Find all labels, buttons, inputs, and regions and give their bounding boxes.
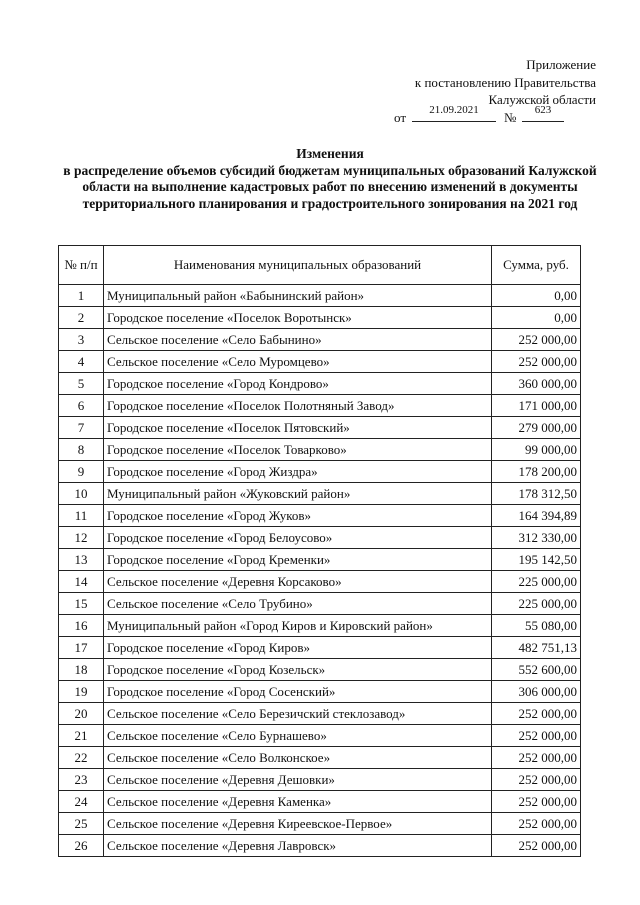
table-row [59,659,581,681]
row-sum: 552 600,00 [492,659,581,681]
row-sum: 252 000,00 [492,813,581,835]
header-no: № п/п [59,246,104,285]
row-name: Городское поселение «Город Кондрово» [104,373,492,395]
table-row [59,593,581,615]
row-sum: 252 000,00 [492,791,581,813]
row-sum: 252 000,00 [492,747,581,769]
table-row [59,571,581,593]
row-name: Сельское поселение «Деревня Корсаково» [104,571,492,593]
row-number: 12 [59,527,104,549]
row-number: 11 [59,505,104,527]
row-name: Сельское поселение «Село Бабынино» [104,329,492,351]
row-name: Городское поселение «Поселок Полотняный Завод» [104,395,492,417]
row-number: 4 [59,351,104,373]
row-number: 7 [59,417,104,439]
row-sum: 178 312,50 [492,483,581,505]
row-name: Городское поселение «Поселок Воротынск» [104,307,492,329]
decree-date-number [394,104,594,126]
table-row [59,527,581,549]
row-name: Сельское поселение «Село Бурнашево» [104,725,492,747]
appendix-decree-ref: к постановлению Правительства [414,74,596,90]
row-sum: 164 394,89 [492,505,581,527]
row-name: Городское поселение «Город Козельск» [104,659,492,681]
document-title: Изменения [296,146,364,161]
row-name: Городское поселение «Город Кременки» [104,549,492,571]
row-sum: 171 000,00 [492,395,581,417]
row-sum: 482 751,13 [492,637,581,659]
row-name: Сельское поселение «Село Трубино» [104,593,492,615]
document-subtitle: в распределение объемов субсидий бюджетам муниципальных образований Калужской области на выполнение кадастровых работ по внесению изменений в документы территориального планирования и градостроительного зонирования на 2021 год [63,162,597,211]
row-number: 16 [59,615,104,637]
row-sum: 312 330,00 [492,527,581,549]
table-row [59,395,581,417]
decree-number: 623 [522,104,564,122]
row-name: Городское поселение «Город Киров» [104,637,492,659]
row-number: 24 [59,791,104,813]
table-row [59,637,581,659]
row-sum: 178 200,00 [492,461,581,483]
table-row [59,681,581,703]
row-name: Городское поселение «Поселок Товарково» [104,439,492,461]
row-sum: 279 000,00 [492,417,581,439]
row-name: Сельское поселение «Село Муромцево» [104,351,492,373]
row-name: Городское поселение «Поселок Пятовский» [104,417,492,439]
table-row [59,461,581,483]
row-sum: 55 080,00 [492,615,581,637]
table-row [59,329,581,351]
row-number: 25 [59,813,104,835]
row-number: 22 [59,747,104,769]
row-sum: 225 000,00 [492,571,581,593]
row-name: Муниципальный район «Жуковский район» [104,483,492,505]
table-row [59,835,581,857]
row-number: 5 [59,373,104,395]
row-number: 13 [59,549,104,571]
number-prefix-label: № [504,110,517,125]
row-sum: 252 000,00 [492,835,581,857]
row-name: Сельское поселение «Село Березичский стеклозавод» [104,703,492,725]
header-name: Наименования муниципальных образований [104,246,492,285]
table-row [59,703,581,725]
header-sum: Сумма, руб. [492,246,581,285]
row-number: 3 [59,329,104,351]
row-name: Муниципальный район «Бабынинский район» [104,285,492,307]
table-row [59,813,581,835]
table-body [59,285,581,857]
row-sum: 0,00 [492,307,581,329]
row-sum: 0,00 [492,285,581,307]
table-row [59,549,581,571]
table-row [59,417,581,439]
row-number: 10 [59,483,104,505]
appendix-label: Приложение [526,57,596,72]
row-sum: 225 000,00 [492,593,581,615]
row-number: 20 [59,703,104,725]
row-sum: 252 000,00 [492,329,581,351]
table-header-row [59,246,581,285]
row-name: Сельское поселение «Деревня Дешовки» [104,769,492,791]
table-row [59,615,581,637]
row-sum: 252 000,00 [492,351,581,373]
appendix-header [415,56,596,109]
row-number: 6 [59,395,104,417]
row-number: 17 [59,637,104,659]
row-name: Сельское поселение «Деревня Каменка» [104,791,492,813]
subsidies-table [58,245,581,857]
row-sum: 195 142,50 [492,549,581,571]
table-row [59,505,581,527]
row-number: 14 [59,571,104,593]
row-number: 26 [59,835,104,857]
document-title-block [50,146,610,212]
date-prefix-label: от [394,110,407,125]
table-row [59,439,581,461]
row-name: Сельское поселение «Село Волконское» [104,747,492,769]
table-row [59,747,581,769]
row-name: Городское поселение «Город Жуков» [104,505,492,527]
table-row [59,725,581,747]
table-row [59,351,581,373]
table-row [59,285,581,307]
decree-date: 21.09.2021 [412,104,496,122]
table-row [59,791,581,813]
row-number: 23 [59,769,104,791]
row-number: 9 [59,461,104,483]
row-name: Муниципальный район «Город Киров и Кировский район» [104,615,492,637]
appendix-region: Калужской области [488,92,596,107]
row-number: 1 [59,285,104,307]
row-name: Сельское поселение «Деревня Лавровск» [104,835,492,857]
table-row [59,769,581,791]
row-name: Городское поселение «Город Белоусово» [104,527,492,549]
row-sum: 252 000,00 [492,769,581,791]
row-number: 19 [59,681,104,703]
row-name: Городское поселение «Город Сосенский» [104,681,492,703]
row-sum: 99 000,00 [492,439,581,461]
row-number: 21 [59,725,104,747]
row-sum: 306 000,00 [492,681,581,703]
row-sum: 252 000,00 [492,703,581,725]
table-row [59,307,581,329]
row-name: Городское поселение «Город Жиздра» [104,461,492,483]
row-name: Сельское поселение «Деревня Киреевское-Первое» [104,813,492,835]
row-number: 15 [59,593,104,615]
row-number: 18 [59,659,104,681]
table-row [59,373,581,395]
table-row [59,483,581,505]
row-sum: 252 000,00 [492,725,581,747]
row-number: 8 [59,439,104,461]
row-sum: 360 000,00 [492,373,581,395]
row-number: 2 [59,307,104,329]
